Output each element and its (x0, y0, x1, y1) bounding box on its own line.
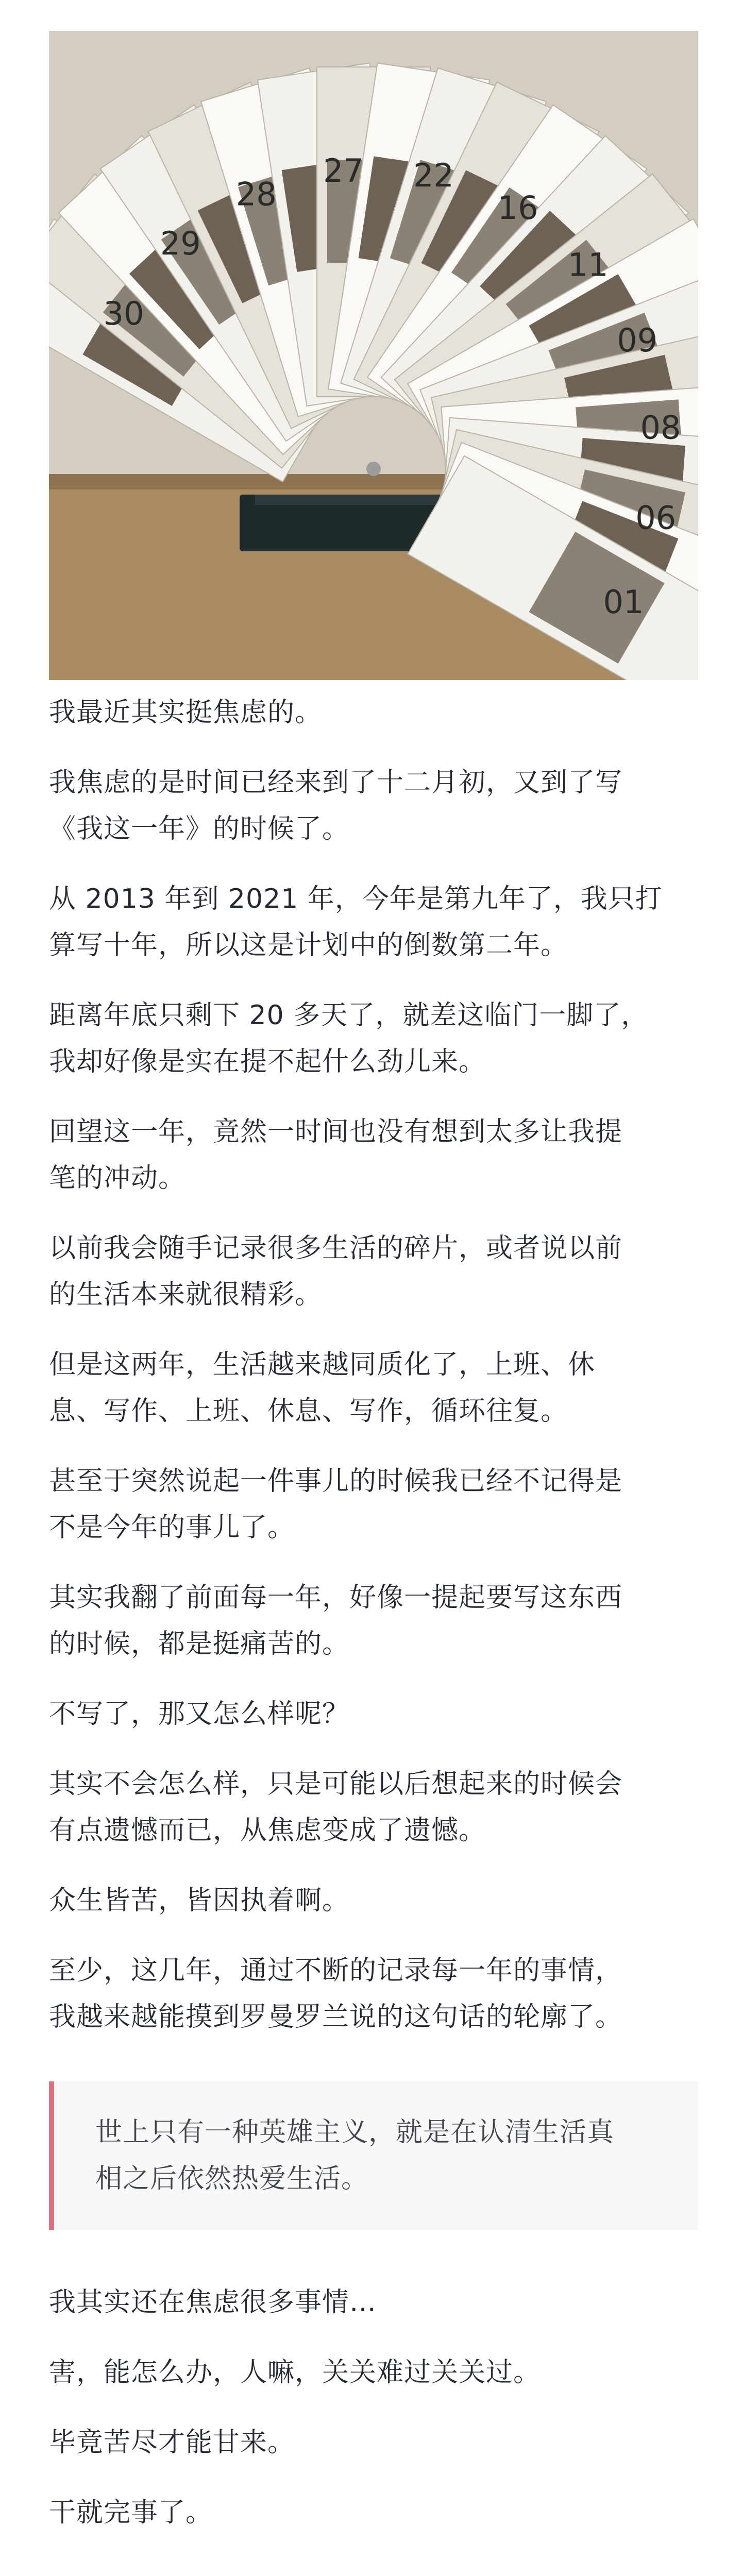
article-body (49, 689, 698, 2536)
paragraph-line: 的生活本来就很精彩。 (49, 1279, 323, 1310)
paragraph-line: 毕竟苦尽才能甘来。 (49, 2427, 295, 2458)
paragraph-line: 至少，这几年，通过不断的记录每一年的事情， (49, 1955, 623, 1986)
blockquote (49, 2081, 698, 2230)
paragraph-line: 其实不会怎么样，只是可能以后想起来的时候会 (49, 1769, 623, 1800)
paragraph-line: 以前我会随手记录很多生活的碎片，或者说以前 (49, 1233, 623, 1264)
paragraph-line: 甚至于突然说起一件事儿的时候我已经不记得是 (49, 1466, 623, 1497)
calendar-day-number: 11 (567, 246, 609, 284)
calendar-day-number: 16 (497, 189, 538, 227)
hero-image (49, 31, 698, 680)
paragraph-line: 其实我翻了前面每一年，好像一提起要写这东西 (49, 1582, 623, 1613)
calendar-day-number: 06 (635, 499, 677, 537)
paragraph-line: 但是这两年，生活越来越同质化了，上班、休 (49, 1349, 596, 1380)
calendar-day-number: 30 (103, 295, 144, 332)
calendar-day-number: 29 (160, 224, 201, 262)
paragraphs-before-quote (49, 689, 698, 2040)
paragraph-line: 不写了，那又怎么样呢？ (49, 1699, 350, 1730)
paragraph-line: 有点遗憾而已，从焦虑变成了遗憾。 (49, 1815, 486, 1846)
paragraph-line: 距离年底只剩下 20 多天了，就差这临门一脚了， (49, 1000, 649, 1031)
fan-calendar-illustration (49, 31, 698, 680)
calendar-day-number: 27 (323, 152, 364, 190)
paragraph-line: 我却好像是实在提不起什么劲儿来。 (49, 1046, 486, 1077)
paragraph-line: 害，能怎么办，人嘛，关关难过关关过。 (49, 2357, 541, 2388)
paragraph-line: 算写十年，所以这是计划中的倒数第二年。 (49, 930, 568, 961)
paragraph-line: 息、写作、上班、休息、写作，循环往复。 (49, 1396, 568, 1427)
paragraph-line: 不是今年的事儿了。 (49, 1512, 295, 1543)
calendar-day-number: 01 (603, 583, 644, 621)
calendar-day-number: 28 (235, 175, 277, 213)
paragraph-line: 我越来越能摸到罗曼罗兰说的这句话的轮廓了。 (49, 2002, 623, 2032)
paragraph-line: 我其实还在焦虑很多事情… (49, 2287, 377, 2318)
paragraph-line: 笔的冲动。 (49, 1163, 186, 1194)
paragraph-line: 干就完事了。 (49, 2497, 213, 2528)
paragraph-line: 我最近其实挺焦虑的。 (49, 697, 323, 728)
paragraphs-after-quote (49, 2279, 698, 2536)
quote-line: 世上只有一种英雄主义，就是在认清生活真 (95, 2117, 615, 2148)
calendar-pivot (366, 462, 381, 476)
quote-line: 相之后依然热爱生活。 (95, 2163, 369, 2194)
paragraph-line: 我焦虑的是时间已经来到了十二月初，又到了写 (49, 767, 623, 798)
paragraph-line: 众生皆苦，皆因执着啊。 (49, 1885, 350, 1916)
paragraph-line: 的时候，都是挺痛苦的。 (49, 1629, 350, 1659)
paragraph-line: 回望这一年，竟然一时间也没有想到太多让我提 (49, 1116, 623, 1147)
paragraph-line: 《我这一年》的时候了。 (49, 814, 350, 844)
paragraph-line: 从 2013 年到 2021 年，今年是第九年了，我只打 (49, 884, 663, 914)
calendar-day-number: 09 (617, 321, 658, 360)
calendar-day-number: 08 (640, 409, 681, 447)
calendar-day-number: 22 (413, 157, 454, 195)
